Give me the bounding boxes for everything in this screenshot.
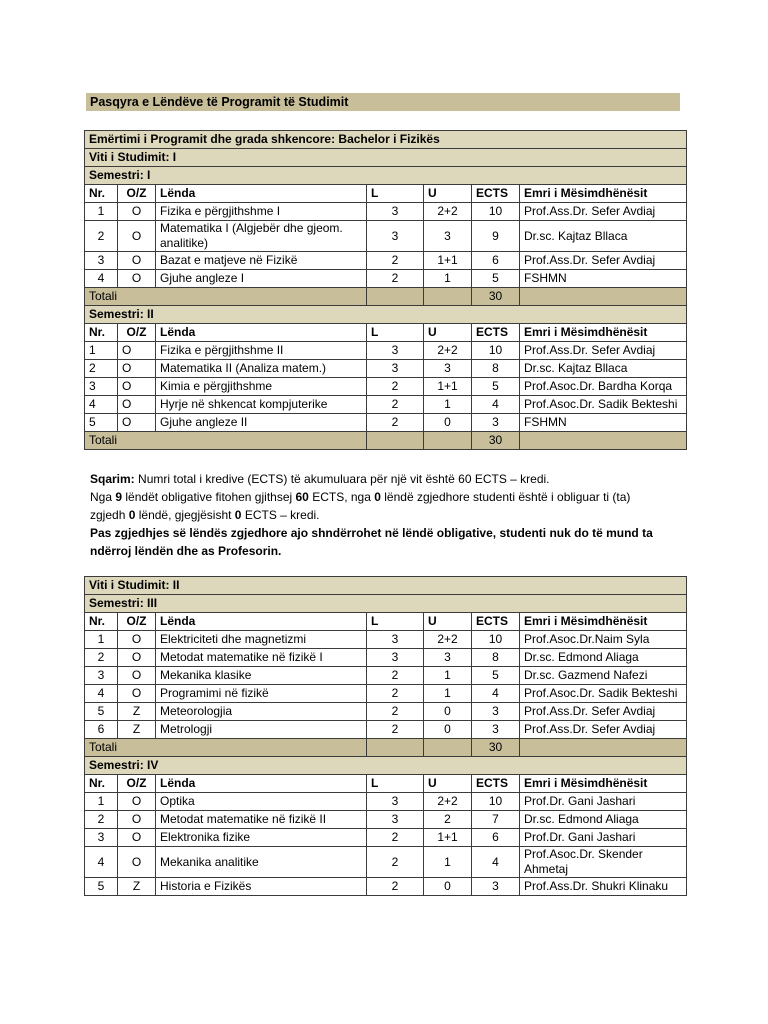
cell-nr: 3 [85, 667, 118, 685]
cell-subject: Matematika I (Algjebër dhe gjeom. analitike) [156, 221, 367, 252]
cell-teacher: Prof.Asoc.Dr. Skender Ahmetaj [520, 847, 687, 878]
cell-teacher: Prof.Ass.Dr. Shukri Klinaku [520, 878, 687, 896]
cell-l: 2 [367, 270, 424, 288]
table-row [85, 396, 687, 414]
cell-oz: O [118, 414, 156, 432]
cell-teacher: Dr.sc. Gazmend Nafezi [520, 667, 687, 685]
cell-teacher: Dr.sc. Edmond Aliaga [520, 811, 687, 829]
total-label: Totali [85, 288, 367, 306]
col-nr: Nr. [85, 613, 118, 631]
cell-nr: 2 [85, 649, 118, 667]
table-row [85, 829, 687, 847]
col-l: L [367, 185, 424, 203]
cell-ects: 5 [472, 270, 520, 288]
cell-subject: Elektriciteti dhe magnetizmi [156, 631, 367, 649]
col-oz: O/Z [118, 185, 156, 203]
col-oz: O/Z [118, 324, 156, 342]
cell-oz: Z [118, 703, 156, 721]
cell-teacher: Prof.Ass.Dr. Sefer Avdiaj [520, 252, 687, 270]
cell-u: 3 [424, 221, 472, 252]
cell-subject: Kimia e përgjithshme [156, 378, 367, 396]
cell-u: 1 [424, 396, 472, 414]
cell-u: 2+2 [424, 793, 472, 811]
cell-ects: 3 [472, 703, 520, 721]
cell-oz: O [118, 829, 156, 847]
cell-ects: 5 [472, 378, 520, 396]
cell-subject: Elektronika fizike [156, 829, 367, 847]
cell-l: 2 [367, 667, 424, 685]
cell-nr: 4 [85, 396, 118, 414]
cell-oz: O [118, 396, 156, 414]
table-header [85, 775, 687, 793]
cell-subject: Historia e Fizikës [156, 878, 367, 896]
cell-ects: 3 [472, 721, 520, 739]
col-teacher: Emri i Mësimdhënësit [520, 775, 687, 793]
table-row [85, 703, 687, 721]
table-row [85, 631, 687, 649]
cell-ects: 8 [472, 360, 520, 378]
table-row [85, 360, 687, 378]
cell-teacher: Prof.Ass.Dr. Sefer Avdiaj [520, 703, 687, 721]
cell-subject: Fizika e përgjithshme II [156, 342, 367, 360]
cell-ects: 7 [472, 811, 520, 829]
cell-l: 3 [367, 811, 424, 829]
total-label: Totali [85, 432, 367, 450]
cell-l: 2 [367, 252, 424, 270]
col-teacher: Emri i Mësimdhënësit [520, 613, 687, 631]
cell-ects: 6 [472, 829, 520, 847]
cell-nr: 2 [85, 360, 118, 378]
col-u: U [424, 613, 472, 631]
cell-oz: O [118, 221, 156, 252]
table-row [85, 221, 687, 252]
semester-label: Semestri: I [85, 167, 687, 185]
table-header [85, 324, 687, 342]
cell-nr: 3 [85, 378, 118, 396]
cell-l: 2 [367, 378, 424, 396]
cell-u: 2+2 [424, 631, 472, 649]
total-label: Totali [85, 739, 367, 757]
cell-subject: Hyrje në shkencat kompjuterike [156, 396, 367, 414]
cell-teacher: Prof.Asoc.Dr. Sadik Bekteshi [520, 685, 687, 703]
page-title: Pasqyra e Lëndëve të Programit të Studimit [86, 93, 680, 111]
cell-subject: Gjuhe angleze II [156, 414, 367, 432]
table-row [85, 203, 687, 221]
cell-subject: Bazat e matjeve në Fizikë [156, 252, 367, 270]
table-row [85, 667, 687, 685]
col-l: L [367, 324, 424, 342]
col-teacher: Emri i Mësimdhënësit [520, 185, 687, 203]
cell-subject: Fizika e përgjithshme I [156, 203, 367, 221]
cell-u: 2+2 [424, 203, 472, 221]
table-row [85, 721, 687, 739]
cell-u: 1 [424, 667, 472, 685]
cell-oz: O [118, 252, 156, 270]
col-l: L [367, 775, 424, 793]
col-ects: ECTS [472, 185, 520, 203]
col-l: L [367, 613, 424, 631]
semester-label: Semestri: IV [85, 757, 687, 775]
cell-l: 3 [367, 221, 424, 252]
cell-l: 2 [367, 721, 424, 739]
cell-subject: Mekanika analitike [156, 847, 367, 878]
cell-ects: 4 [472, 847, 520, 878]
cell-u: 3 [424, 649, 472, 667]
program-label: Emërtimi i Programit dhe grada shkencore: Bachelor i Fizikës [85, 131, 687, 149]
cell-u: 1+1 [424, 252, 472, 270]
table-row [85, 793, 687, 811]
cell-l: 2 [367, 396, 424, 414]
cell-l: 2 [367, 685, 424, 703]
col-subject: Lënda [156, 775, 367, 793]
note-line: Pas zgjedhjes së lëndës zgjedhore ajo shndërrohet në lëndë obligative, studenti nuk do të mund ta [90, 526, 653, 540]
note-line: Nga 9 lëndët obligative fitohen gjithsej 60 ECTS, nga 0 lëndë zgjedhore studenti është i obliguar ti (ta) [90, 490, 631, 504]
cell-u: 1 [424, 847, 472, 878]
cell-teacher: Prof.Ass.Dr. Sefer Avdiaj [520, 203, 687, 221]
table-row [85, 878, 687, 896]
cell-l: 3 [367, 631, 424, 649]
cell-subject: Optika [156, 793, 367, 811]
col-oz: O/Z [118, 775, 156, 793]
col-u: U [424, 775, 472, 793]
cell-subject: Metodat matematike në fizikë II [156, 811, 367, 829]
table-row [85, 342, 687, 360]
total-row [85, 432, 687, 450]
cell-u: 2 [424, 811, 472, 829]
cell-oz: Z [118, 878, 156, 896]
note-line: zgjedh 0 lëndë, gjegjësisht 0 ECTS – kredi. [90, 508, 320, 522]
year-label: Viti i Studimit: II [85, 577, 687, 595]
cell-nr: 6 [85, 721, 118, 739]
table-row [85, 811, 687, 829]
cell-l: 2 [367, 414, 424, 432]
cell-teacher: Dr.sc. Edmond Aliaga [520, 649, 687, 667]
semester-label: Semestri: II [85, 306, 687, 324]
cell-ects: 3 [472, 878, 520, 896]
cell-teacher: Prof.Ass.Dr. Sefer Avdiaj [520, 721, 687, 739]
cell-oz: O [118, 631, 156, 649]
total-ects: 30 [472, 432, 520, 450]
cell-l: 2 [367, 829, 424, 847]
cell-l: 2 [367, 878, 424, 896]
cell-nr: 4 [85, 270, 118, 288]
cell-nr: 1 [85, 793, 118, 811]
cell-ects: 9 [472, 221, 520, 252]
cell-nr: 2 [85, 811, 118, 829]
cell-ects: 6 [472, 252, 520, 270]
col-nr: Nr. [85, 185, 118, 203]
col-oz: O/Z [118, 613, 156, 631]
cell-ects: 10 [472, 342, 520, 360]
cell-teacher: Prof.Dr. Gani Jashari [520, 793, 687, 811]
cell-teacher: Prof.Dr. Gani Jashari [520, 829, 687, 847]
col-ects: ECTS [472, 775, 520, 793]
cell-l: 3 [367, 793, 424, 811]
cell-ects: 4 [472, 396, 520, 414]
cell-nr: 5 [85, 414, 118, 432]
cell-ects: 8 [472, 649, 520, 667]
total-ects: 30 [472, 739, 520, 757]
cell-subject: Metrologji [156, 721, 367, 739]
cell-subject: Matematika II (Analiza matem.) [156, 360, 367, 378]
cell-u: 1+1 [424, 829, 472, 847]
cell-nr: 5 [85, 878, 118, 896]
cell-subject: Mekanika klasike [156, 667, 367, 685]
cell-nr: 2 [85, 221, 118, 252]
cell-ects: 10 [472, 793, 520, 811]
cell-oz: O [118, 270, 156, 288]
col-teacher: Emri i Mësimdhënësit [520, 324, 687, 342]
total-row [85, 739, 687, 757]
cell-subject: Metodat matematike në fizikë I [156, 649, 367, 667]
col-ects: ECTS [472, 613, 520, 631]
table-row [85, 685, 687, 703]
cell-u: 0 [424, 878, 472, 896]
col-subject: Lënda [156, 185, 367, 203]
cell-teacher: Prof.Asoc.Dr.Naim Syla [520, 631, 687, 649]
cell-ects: 5 [472, 667, 520, 685]
cell-u: 1 [424, 685, 472, 703]
col-subject: Lënda [156, 324, 367, 342]
year1-table [84, 130, 687, 450]
cell-l: 2 [367, 847, 424, 878]
cell-u: 3 [424, 360, 472, 378]
cell-oz: O [118, 685, 156, 703]
col-u: U [424, 324, 472, 342]
semester-label: Semestri: III [85, 595, 687, 613]
table-header [85, 185, 687, 203]
year-label: Viti i Studimit: I [85, 149, 687, 167]
cell-u: 0 [424, 414, 472, 432]
col-ects: ECTS [472, 324, 520, 342]
cell-subject: Meteorologjia [156, 703, 367, 721]
col-nr: Nr. [85, 324, 118, 342]
table-row [85, 270, 687, 288]
cell-u: 1 [424, 270, 472, 288]
cell-oz: O [118, 203, 156, 221]
cell-oz: O [118, 360, 156, 378]
total-row [85, 288, 687, 306]
cell-oz: O [118, 667, 156, 685]
cell-u: 0 [424, 703, 472, 721]
col-nr: Nr. [85, 775, 118, 793]
year2-table [84, 576, 687, 896]
table-header [85, 613, 687, 631]
table-row [85, 378, 687, 396]
cell-teacher: Prof.Ass.Dr. Sefer Avdiaj [520, 342, 687, 360]
cell-l: 3 [367, 203, 424, 221]
col-u: U [424, 185, 472, 203]
cell-nr: 1 [85, 203, 118, 221]
cell-u: 2+2 [424, 342, 472, 360]
cell-ects: 10 [472, 631, 520, 649]
total-ects: 30 [472, 288, 520, 306]
note-label: Sqarim: [90, 472, 135, 486]
cell-nr: 5 [85, 703, 118, 721]
cell-nr: 3 [85, 829, 118, 847]
cell-teacher: Dr.sc. Kajtaz Bllaca [520, 360, 687, 378]
cell-nr: 3 [85, 252, 118, 270]
col-subject: Lënda [156, 613, 367, 631]
cell-oz: O [118, 847, 156, 878]
table-row [85, 252, 687, 270]
cell-oz: O [118, 649, 156, 667]
cell-subject: Gjuhe angleze I [156, 270, 367, 288]
cell-teacher: Prof.Asoc.Dr. Bardha Korqa [520, 378, 687, 396]
cell-teacher: FSHMN [520, 270, 687, 288]
cell-l: 2 [367, 703, 424, 721]
cell-u: 1+1 [424, 378, 472, 396]
cell-subject: Programimi në fizikë [156, 685, 367, 703]
cell-l: 3 [367, 649, 424, 667]
cell-nr: 4 [85, 685, 118, 703]
cell-ects: 10 [472, 203, 520, 221]
table-row [85, 649, 687, 667]
cell-l: 3 [367, 342, 424, 360]
note-text: Numri total i kredive (ECTS) të akumuluara për një vit është 60 ECTS – kredi. [134, 472, 550, 486]
table-row [85, 847, 687, 878]
cell-ects: 4 [472, 685, 520, 703]
cell-oz: O [118, 811, 156, 829]
cell-oz: Z [118, 721, 156, 739]
cell-l: 3 [367, 360, 424, 378]
note-line: ndërroj lëndën dhe as Profesorin. [90, 544, 282, 558]
cell-nr: 1 [85, 631, 118, 649]
cell-oz: O [118, 793, 156, 811]
table-row [85, 414, 687, 432]
cell-teacher: FSHMN [520, 414, 687, 432]
cell-u: 0 [424, 721, 472, 739]
note [90, 470, 690, 560]
cell-teacher: Dr.sc. Kajtaz Bllaca [520, 221, 687, 252]
cell-nr: 4 [85, 847, 118, 878]
cell-oz: O [118, 378, 156, 396]
cell-teacher: Prof.Asoc.Dr. Sadik Bekteshi [520, 396, 687, 414]
cell-ects: 3 [472, 414, 520, 432]
cell-oz: O [118, 342, 156, 360]
note-line [90, 470, 690, 488]
cell-nr: 1 [85, 342, 118, 360]
